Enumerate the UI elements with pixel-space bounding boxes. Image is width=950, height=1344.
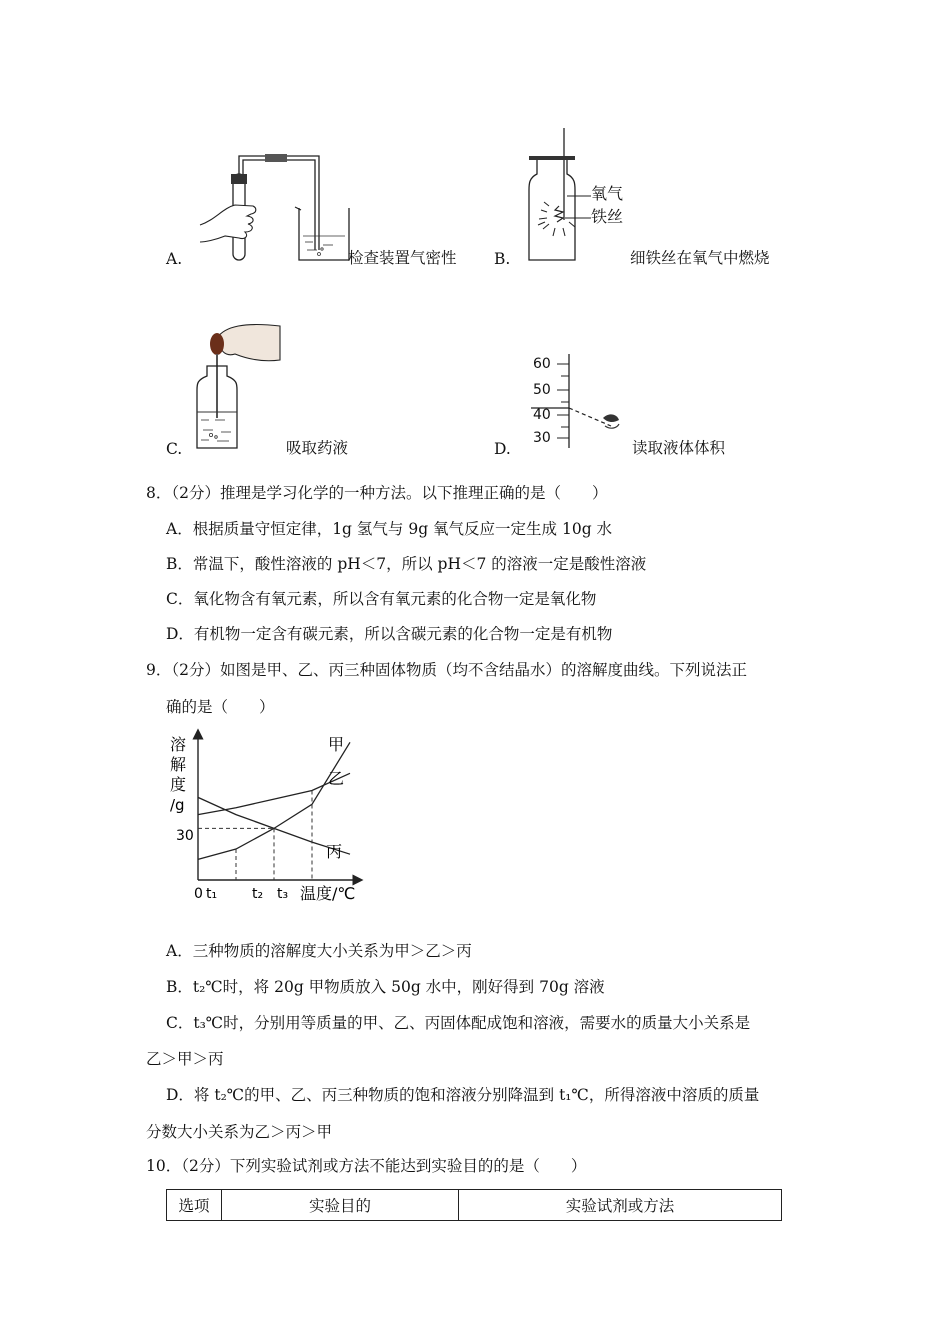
- q9-option-a: A．三种物质的溶解度大小关系为甲＞乙＞丙: [166, 942, 472, 960]
- q9-stem-line2: 确的是（ ）: [166, 698, 275, 716]
- q7-option-c-letter: C.: [166, 440, 183, 458]
- q8-option-c: C．氧化物含有氧元素，所以含有氧元素的化合物一定是氧化物: [166, 590, 597, 608]
- curve-label-yi: 乙: [328, 769, 345, 788]
- x-tick-t1: t₁: [206, 886, 218, 902]
- table-header-purpose: 实验目的: [222, 1190, 459, 1221]
- q8-option-a: A．根据质量守恒定律，1g 氢气与 9g 氧气反应一定生成 10g 水: [166, 520, 613, 538]
- label-iron-wire: 铁丝: [591, 207, 624, 226]
- solubility-chart: [160, 728, 370, 908]
- scale-mark-60: 60: [533, 356, 551, 372]
- table-header-option: 选项: [167, 1190, 222, 1221]
- scale-mark-50: 50: [533, 382, 551, 398]
- q9-option-d-line2: 分数大小关系为乙＞丙＞甲: [146, 1123, 333, 1141]
- q7-option-a-caption: 检查装置气密性: [348, 249, 457, 267]
- q9-option-b: B．t₂℃时，将 20g 甲物质放入 50g 水中，刚好得到 70g 溶液: [166, 978, 605, 996]
- curve-label-bing: 丙: [326, 842, 343, 861]
- q7-option-d-caption: 读取液体体积: [632, 439, 726, 457]
- q7-option-c-caption: 吸取药液: [286, 439, 349, 457]
- table-header-row: [167, 1190, 782, 1221]
- curve-label-jia: 甲: [328, 735, 345, 754]
- q7-option-a-letter: A.: [166, 250, 183, 268]
- q10-stem: 10．（2分）下列实验试剂或方法不能达到实验目的的是（ ）: [146, 1157, 587, 1175]
- scale-mark-30: 30: [533, 430, 551, 446]
- x-tick-origin: 0: [194, 886, 203, 902]
- scale-mark-40: 40: [533, 407, 551, 423]
- q7-option-b-letter: B.: [494, 250, 511, 268]
- table-header-method: 实验试剂或方法: [459, 1190, 782, 1221]
- q8-option-b: B．常温下，酸性溶液的 pH＜7，所以 pH＜7 的溶液一定是酸性溶液: [166, 555, 647, 573]
- q7-option-b-caption: 细铁丝在氧气中燃烧: [630, 249, 770, 267]
- apparatus-a-figure: [195, 150, 355, 268]
- q7-option-d-letter: D.: [494, 440, 511, 458]
- y-label-char-1: 溶: [170, 735, 187, 754]
- q9-option-d-line1: D．将 t₂℃的甲、乙、丙三种物质的饱和溶液分别降温到 t₁℃，所得溶液中溶质的质量: [166, 1086, 760, 1104]
- q8-option-d: D．有机物一定含有碳元素，所以含碳元素的化合物一定是有机物: [166, 625, 613, 643]
- label-oxygen: 氧气: [591, 184, 624, 203]
- x-tick-t3: t₃: [277, 886, 289, 902]
- apparatus-c-figure: [195, 320, 285, 452]
- x-tick-t2: t₂: [252, 886, 264, 902]
- y-label-char-2: 解: [170, 755, 187, 774]
- q8-stem: 8．（2分）推理是学习化学的一种方法。以下推理正确的是（ ）: [146, 484, 608, 502]
- q9-option-c-line2: 乙＞甲＞丙: [146, 1050, 224, 1068]
- q9-stem-line1: 9．（2分）如图是甲、乙、丙三种固体物质（均不含结晶水）的溶解度曲线。下列说法正: [146, 661, 747, 679]
- y-tick-30: 30: [176, 828, 194, 844]
- x-axis-label: 温度/℃: [300, 884, 356, 903]
- q10-table: [166, 1189, 782, 1221]
- q9-option-c-line1: C．t₃℃时，分别用等质量的甲、乙、丙固体配成饱和溶液，需要水的质量大小关系是: [166, 1014, 751, 1032]
- y-label-char-3: 度: [170, 775, 187, 794]
- y-label-char-4: /g: [170, 796, 185, 814]
